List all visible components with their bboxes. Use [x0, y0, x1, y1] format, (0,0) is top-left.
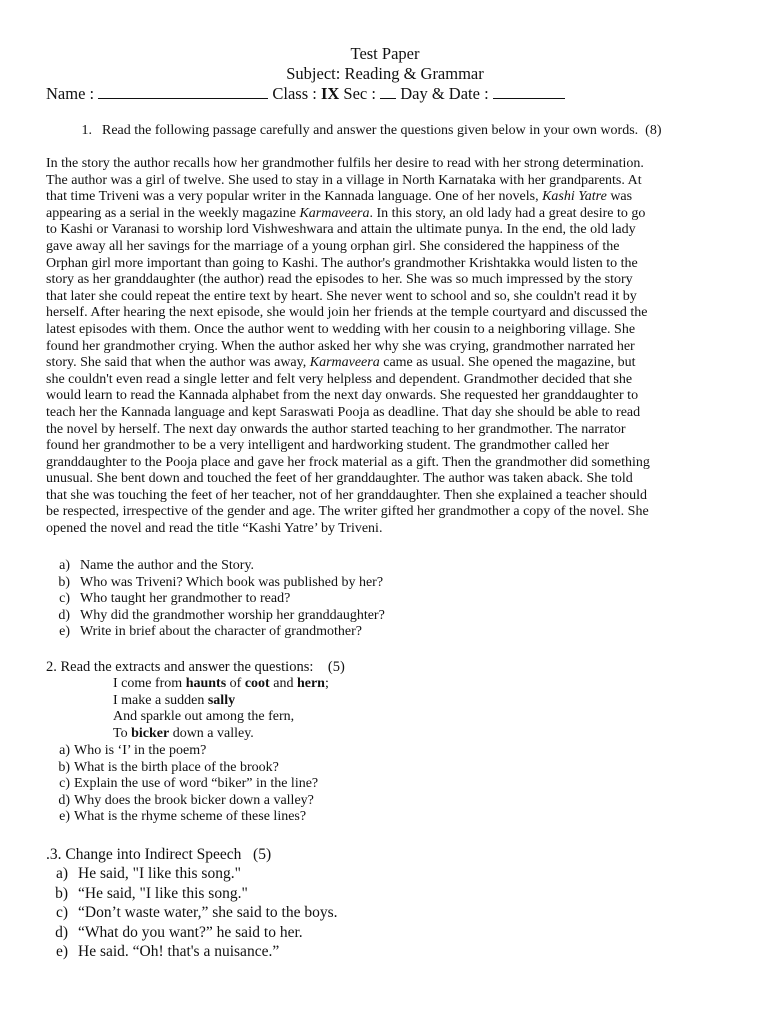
passage-line: story. She said that when the author was away, Karmaveera came as usual. She opened the magazine, but [46, 355, 636, 371]
poem-line-2: I make a sudden sally [113, 692, 236, 708]
date-label: Day & Date : [400, 84, 489, 103]
question-1-marks: (8) [645, 123, 662, 138]
poem-line-1: I come from haunts of coot and hern; [113, 676, 329, 691]
question-1-subquestion-label: c) [59, 591, 70, 607]
question-2-subquestion-label: b) [58, 759, 70, 775]
question-1-subquestion-text: Who taught her grandmother to read? [80, 591, 291, 607]
passage-line: would learn to read the Kannada alphabet from the next day onwards. She requested her granddaughter to [46, 388, 639, 404]
subject-line: Subject: Reading & Grammar [286, 64, 484, 83]
question-2-subquestion-text: Why does the brook bicker down a valley? [74, 792, 314, 808]
question-1-subquestion [46, 575, 385, 592]
question-2-subquestions [50, 743, 318, 826]
passage-line: herself. After hearing the next episode, she would join her friends at the temple courtyard and discussed the [46, 305, 648, 321]
sec-label: Sec : [343, 84, 376, 103]
question-3-item-text: “He said, "I like this song." [78, 884, 248, 902]
question-3-item [46, 942, 338, 962]
question-3-item [46, 903, 338, 923]
question-2-subquestion-label: d) [58, 792, 70, 808]
question-3-item-label: e) [55, 943, 68, 960]
question-3-item-text: He said, "I like this song." [78, 865, 241, 882]
passage-line: be respected, irrespective of the gender and age. The writer gifted her grandmother a copy of the novel. She [46, 504, 649, 520]
question-1-subquestion [46, 558, 385, 575]
question-2-subquestion-label: e) [59, 809, 70, 825]
question-1-subquestion-label: e) [59, 624, 70, 640]
question-2-subquestion [50, 793, 318, 810]
passage-line: the novel by herself. The next day onwards the author started teaching to her grandmother. The narrator [46, 421, 626, 437]
question-3-item-text: “Don’t waste water,” she said to the boys. [78, 904, 338, 921]
question-2-subquestion-text: Explain the use of word “biker” in the line? [74, 776, 319, 792]
passage-line: Orphan girl more important than going to Kashi. The author's grandmother Krishtakka would listen to the [46, 255, 638, 271]
question-1-text: Read the following passage carefully and answer the questions given below in your own words. [102, 123, 639, 138]
question-3-text: .3. Change into Indirect Speech [46, 846, 242, 863]
passage-line: unusual. She bent down and touched the feet of her granddaughter. The author was taken aback. She told [46, 471, 633, 487]
reading-passage [46, 156, 720, 538]
passage-line: she couldn't even read a single letter and felt very helpless and dependent. Grandmother decided that she [46, 371, 633, 387]
question-1-subquestion-label: a) [59, 558, 70, 573]
question-3-item-text: “What do you want?” he said to her. [78, 923, 303, 941]
question-1-subquestion-label: b) [58, 574, 70, 590]
page-title: Test Paper [350, 44, 420, 63]
passage-line: that she was touching the feet of her teacher, not of her granddaughter. Then she explained a teacher should [46, 487, 647, 503]
question-1-subquestions [46, 558, 385, 641]
question-3-item-label: b) [55, 884, 68, 902]
question-3-item-label: c) [55, 904, 68, 921]
question-2-subquestion-label: a) [59, 743, 70, 758]
question-1-subquestion [46, 591, 385, 608]
passage-line: latest episodes with them. Once the author went to wedding with her cousin to a neighboring village. She [46, 321, 636, 337]
question-1-subquestion [46, 608, 385, 625]
sec-blank[interactable] [380, 84, 396, 99]
passage-line: that time Triveni was a very popular writer in the Kannada language. One of her novels, Kashi Yatre was [46, 189, 633, 205]
question-3-item [46, 884, 338, 904]
student-info-line [46, 84, 746, 103]
name-label: Name : [46, 84, 95, 103]
question-1-subquestion [46, 624, 385, 641]
question-1-instruction [46, 122, 736, 139]
passage-line: gave away all her savings for the marriage of a young orphan girl. She considered the happiness of the [46, 238, 620, 254]
passage-line: found her grandmother to be a very intelligent and hardworking student. The grandmother called her [46, 438, 610, 454]
question-1-subquestion-label: d) [58, 607, 70, 623]
passage-line: granddaughter to the Pooja place and gave her frock material as a gift. Then the grandmother did something [46, 454, 650, 470]
question-2-heading [46, 659, 345, 676]
poem-line-3: And sparkle out among the fern, [113, 709, 295, 725]
question-2-marks: (5) [327, 659, 345, 675]
question-2-subquestion-text: Who is ‘I’ in the poem? [74, 743, 207, 758]
passage-line: In the story the author recalls how her grandmother fulfils her desire to read with her strong determination. [46, 156, 644, 171]
class-label: Class : [272, 84, 317, 103]
question-1-subquestion-text: Why did the grandmother worship her granddaughter? [80, 607, 385, 623]
passage-line: opened the novel and read the title “Kashi Yatre’ by Triveni. [46, 521, 383, 537]
passage-line: The author was a girl of twelve. She used to stay in a village in North Karnataka with her grandparents. At [46, 172, 642, 188]
class-value: IX [320, 84, 340, 103]
passage-line: found her grandmother crying. When the author asked her why she was crying, grandmother narrated her [46, 338, 635, 354]
passage-line: teach her the Kannada language and kept Saraswati Pooja as deadline. That day she should be able to read [46, 404, 641, 420]
question-1-number: 1. [81, 123, 92, 138]
passage-line: to Kashi or Varanasi to worship lord Vishweshwara and attain the ultimate punya. In the end, the old lady [46, 222, 636, 238]
question-3-item [46, 923, 338, 943]
question-2-text: 2. Read the extracts and answer the questions: [46, 659, 314, 675]
passage-line: that later she could repeat the entire text by heart. She never went to school and so, she couldn't read it by [46, 288, 637, 304]
poem-line-4: To bicker down a valley. [113, 725, 254, 741]
question-3-item-text: He said. “Oh! that's a nuisance.” [78, 943, 280, 960]
question-2-subquestion-label: c) [59, 776, 70, 792]
question-3-items [46, 864, 338, 962]
question-3-item-label: d) [55, 923, 68, 941]
passage-line: appearing as a serial in the weekly magazine Karmaveera. In this story, an old lady had a great desire to go [46, 205, 646, 221]
question-2-subquestion [50, 743, 318, 760]
question-2-subquestion-text: What is the birth place of the brook? [74, 759, 279, 775]
question-1-subquestion-text: Who was Triveni? Which book was published by her? [80, 574, 384, 590]
question-1-subquestion-text: Write in brief about the character of grandmother? [80, 624, 363, 640]
question-2-subquestion [50, 760, 318, 777]
question-3-heading [46, 846, 271, 864]
name-blank[interactable] [98, 84, 268, 99]
poem-extract [113, 676, 329, 742]
question-3-marks: (5) [253, 846, 272, 863]
question-3-item-label: a) [55, 865, 68, 882]
question-1-subquestion-text: Name the author and the Story. [80, 558, 255, 573]
question-3-item [46, 864, 338, 884]
question-2-subquestion-text: What is the rhyme scheme of these lines? [74, 809, 307, 825]
passage-line: story as her granddaughter (the author) read the episodes to her. She was so much impressed by the story [46, 272, 633, 288]
date-blank[interactable] [493, 84, 565, 99]
question-2-subquestion [50, 776, 318, 793]
question-2-subquestion [50, 809, 318, 826]
